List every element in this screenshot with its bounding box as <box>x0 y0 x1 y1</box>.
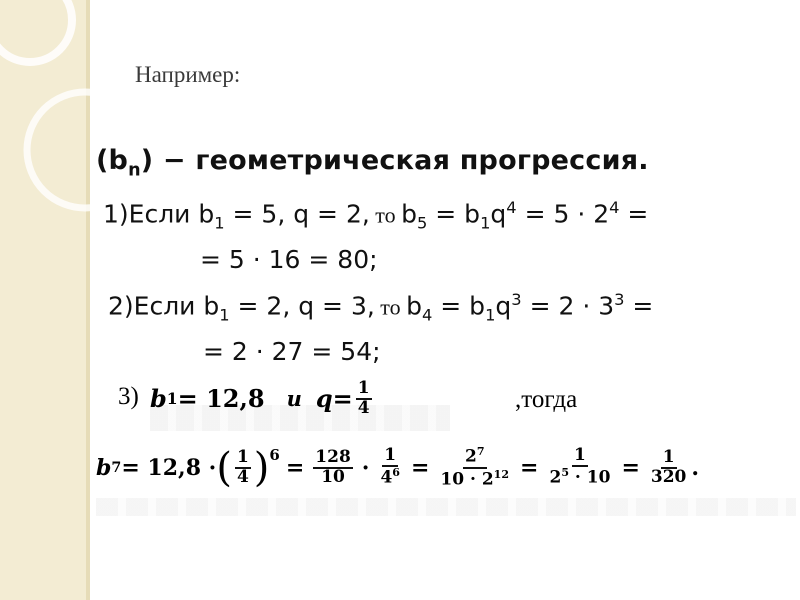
q-fraction: $\frac{1}{4}$ <box>357 378 370 418</box>
fraction-128-10: $\frac{128}{10}$ <box>315 446 351 487</box>
example-2-line-1: 2)Если $b_1 = 2$, q = 3, то $b_4 = b_1q^3 = 2 \cdot 3^3$ = <box>108 290 654 325</box>
fraction-1-2pow5: $\frac{1}{2^5 \cdot 10}$ <box>549 445 611 488</box>
example-2-line-2: = 2 · 27 = 54; <box>203 337 381 366</box>
example-3-then: ,тогда <box>515 386 578 413</box>
fraction-1-4: $\frac{1}{4}$ <box>236 446 249 487</box>
example-3-condition: b 1 = 12,8 и q = $\frac{1}{4}$ <box>150 378 370 418</box>
fraction-1-4pow6: $\frac{1}{4^6}$ <box>380 445 400 488</box>
example-1-line-1: 1)Если $b_1 = 5$, q = 2, то $b_5 = b_1q^4 = 5 \cdot 2^4$ = <box>103 198 649 233</box>
example-3-number: 3) <box>118 383 139 410</box>
example-1-line-2: = 5 · 16 = 80; <box>200 245 378 274</box>
progression-heading: $(b_n)$ − геометрическая прогрессия. <box>96 145 649 181</box>
b7-calculation: b 7 = 12,8 · ( $\frac{1}{4}$ ) $^6$ = $\frac{128}{10}$ · $\frac{1}{4^6}$ = $\frac{2^7}{10 \cdot 2^{12}}$ = $\frac{1}{2^5 \cdot 10}$ = $\frac{1}{320}$ . <box>96 444 700 491</box>
faded-scan-artifact-2 <box>96 498 796 516</box>
slide-title: Например: <box>135 62 241 87</box>
fraction-2pow7: $\frac{2^7}{10 \cdot 2^{12}}$ <box>440 445 510 490</box>
fraction-1-320: $\frac{1}{320}$ <box>650 446 687 487</box>
